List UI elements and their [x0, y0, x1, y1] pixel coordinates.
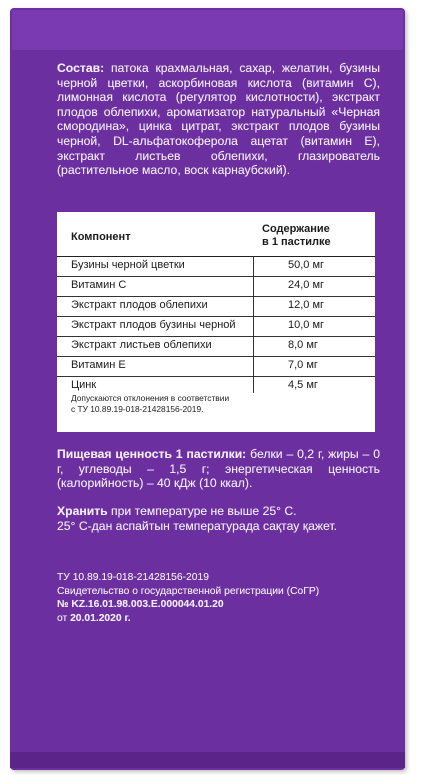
row-name: Бузины черной цветки: [71, 259, 185, 271]
note-line1: Допускаются отклонения в соответствии: [71, 393, 230, 403]
row-name: Экстракт плодов бузины черной: [71, 319, 236, 331]
table-header: [57, 212, 375, 257]
composition-text: [57, 61, 380, 178]
registration-number: [57, 598, 387, 612]
storage-kz: 25° С-дан аспайтын температурада сақтау қажет.: [57, 518, 337, 533]
content-table: [57, 212, 375, 432]
storage-ru: при температуре не выше 25° С.: [107, 504, 297, 518]
storage-label: Хранить: [57, 504, 108, 518]
row-name: Витамин Е: [71, 359, 126, 371]
nutrition-body: белки – 0,2 г, жиры – 0 г, углеводы – 1,5 г; энергетическая ценность (калорийность) – 40 кДж (10 ккал).: [57, 447, 380, 491]
table-row: [57, 276, 375, 297]
row-value: 7,0 мг: [288, 359, 318, 371]
registration-number-value: № KZ.16.01.98.003.E.000044.01.20: [57, 599, 224, 610]
table-row: [57, 336, 375, 357]
table-row: [57, 256, 375, 277]
storage-text: [57, 504, 380, 533]
header-content: [262, 223, 331, 249]
registration-date-prefix: от: [57, 612, 71, 624]
header-component: Компонент: [71, 231, 131, 243]
table-row: [57, 296, 375, 317]
row-value: 8,0 мг: [288, 339, 318, 351]
composition-label: Состав:: [57, 61, 105, 75]
table-note: [71, 393, 361, 415]
row-name: Цинк: [71, 379, 97, 391]
row-value: 24,0 мг: [288, 279, 325, 291]
row-value: 12,0 мг: [288, 299, 325, 311]
row-value: 4,5 мг: [288, 379, 318, 391]
table-row: [57, 356, 375, 377]
package-top-edge: [12, 10, 403, 50]
row-value: 50,0 мг: [288, 259, 325, 271]
header-content-line1: Содержание: [262, 223, 330, 235]
nutrition-text: [57, 447, 380, 491]
composition-body: патока крахмальная, сахар, желатин, бузины черной цветки, аскорбиновая кислота (витамин С), лимонная кислота (регулятор кислотности), экстракт плодов облепихи, ароматизатор натуральный «Черная смородина», цинка цитрат, экстракт плодов бузины черной, DL-альфатокоферола ацетат (витамин Е), экстракт листьев облепихи, глазирователь (растительное масло, воск карнаубский).: [57, 61, 380, 178]
registration-text: [57, 571, 387, 625]
note-line2: с ТУ 10.89.19-018-21428156-2019.: [71, 404, 204, 414]
row-name: Витамин С: [71, 279, 127, 291]
row-value: 10,0 мг: [288, 319, 325, 331]
registration-certificate: Свидетельство о государственной регистрации (СоГР): [57, 585, 320, 597]
row-name: Экстракт листьев облепихи: [71, 339, 212, 351]
header-content-line2: в 1 пастилке: [262, 236, 331, 248]
registration-date: [57, 612, 387, 626]
registration-date-value: 20.01.2020 г.: [70, 612, 131, 624]
tu-number: ТУ 10.89.19-018-21428156-2019: [57, 572, 209, 583]
table-row: [57, 316, 375, 337]
package-bottom-edge: [10, 752, 405, 768]
nutrition-label: Пищевая ценность 1 пастилки:: [57, 447, 247, 461]
row-name: Экстракт плодов облепихи: [71, 299, 208, 311]
